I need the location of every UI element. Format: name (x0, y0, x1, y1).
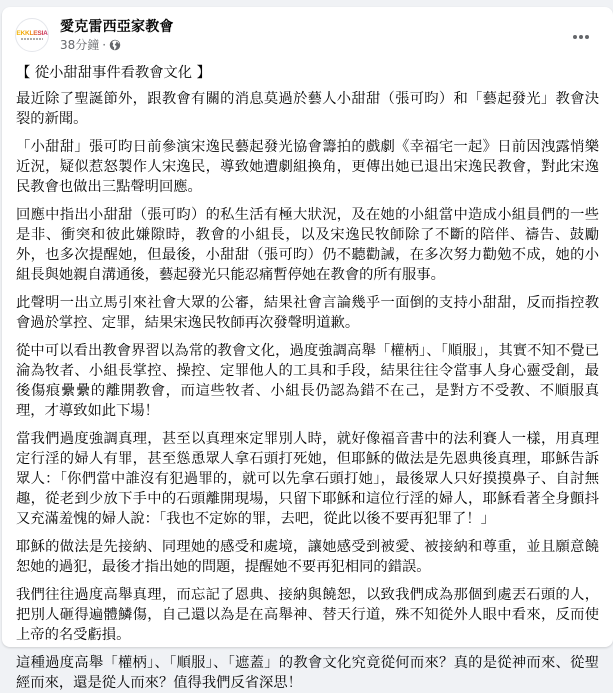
post-paragraph: 這種過度高舉「權柄」、「順服」、「遮蓋」的教會文化究竟從何而來？真的是從神而來、從聖經而來，還是從人而來？值得我們反省深思！ (16, 655, 599, 691)
post-paragraph: 從中可以看出教會界習以為常的教會文化，過度強調高舉「權柄」、「順服」，其實不知不覺已淪為牧者、小組長掌控、操控、定罪他人的工具和手段，結果往往令當事人身心靈受創，最後傷痕纍纍的離開教會，而這些牧者、小組長仍認為錯不在己，是對方不受教、不順服真理，才導致如此下場！ (16, 343, 599, 419)
more-dot-icon (585, 35, 589, 39)
post-timestamp[interactable]: 38分鐘 (60, 38, 100, 52)
page-avatar[interactable] (15, 18, 49, 52)
post-paragraph: 「小甜甜」張可昀日前參演宋逸民藝起發光協會籌拍的戲劇《幸福宅一起》日前因洩露悄樂近況，疑似惹怒製作人宋逸民，導致她遭劇組換角，更傳出她已退出宋逸民教會，對此宋逸民教會也做出三點聲明回應。 (16, 139, 599, 195)
post-paragraph: 最近除了聖誕節外，跟教會有關的消息莫過於藝人小甜甜（張可昀）和「藝起發光」教會決裂的新聞。 (16, 91, 599, 127)
more-options-button[interactable] (569, 31, 593, 43)
post-card (2, 7, 613, 691)
post-paragraph: 耶穌的做法是先接納、同理她的感受和處境，讓她感受到被愛、被接納和尊重，並且願意饒恕她的過犯，最後才指出她的問題，提醒她不要再犯相同的錯誤。 (16, 539, 599, 575)
post-paragraph: 此聲明一出立馬引來社會大眾的公審，結果社會言論幾乎一面倒的支持小甜甜，反而指控教會過於掌控、定罪，結果宋逸民牧師再次發聲明道歉。 (16, 295, 599, 331)
post-paragraph: 回應中指出小甜甜（張可昀）的私生活有極大狀況，及在她的小組當中造成小組員們的一些是非、衝突和彼此嫌隙時，教會的小組長，以及宋逸民牧師除了不斷的陪伴、禱告、鼓勵外，也多次提醒她，但最後，小甜甜（張可昀）仍不聽勸誡，在多次努力勸勉不成，她的小組長與她親自溝通後，藝起發光只能忍痛暫停她在教會的所有服事。 (16, 207, 599, 283)
post-header (2, 7, 613, 59)
more-dot-icon (573, 35, 577, 39)
page-name-link[interactable]: 愛克雷西亞家教會 (60, 19, 174, 35)
post-meta (60, 37, 121, 53)
avatar-logo-subtitle (21, 38, 43, 40)
avatar-logo-text: EKKLESIA (16, 30, 48, 37)
meta-separator: · (102, 38, 107, 52)
more-dot-icon (579, 35, 583, 39)
post-title: 【 從小甜甜事件看教會文化 】 (16, 65, 211, 81)
post-body (2, 59, 613, 693)
post-paragraph: 當我們過度強調真理，甚至以真理來定罪別人時，就好像福音書中的法利賽人一樣，用真理定行淫的婦人有罪，甚至慫恿眾人拿石頭打死她，但耶穌的做法是先恩典後真理，耶穌告訴眾人：「你們當中誰沒有犯過罪的，就可以先拿石頭打她」，最後眾人只好摸摸鼻子、自討無趣，從老到少放下手中的石頭離開現場，只留下耶穌和這位行淫的婦人，耶穌看著全身顫抖又充滿羞愧的婦人說：「我也不定妳的罪，去吧，從此以後不要再犯罪了！」 (16, 431, 599, 527)
globe-icon[interactable] (109, 39, 121, 51)
post-paragraph: 我們往往過度高舉真理，而忘記了恩典、接納與饒恕，以致我們成為那個到處丟石頭的人，把別人砸得遍體鱗傷，自己還以為是在高舉神、替天行道，殊不知從外人眼中看來，反而使上帝的名受虧損。 (16, 587, 599, 643)
